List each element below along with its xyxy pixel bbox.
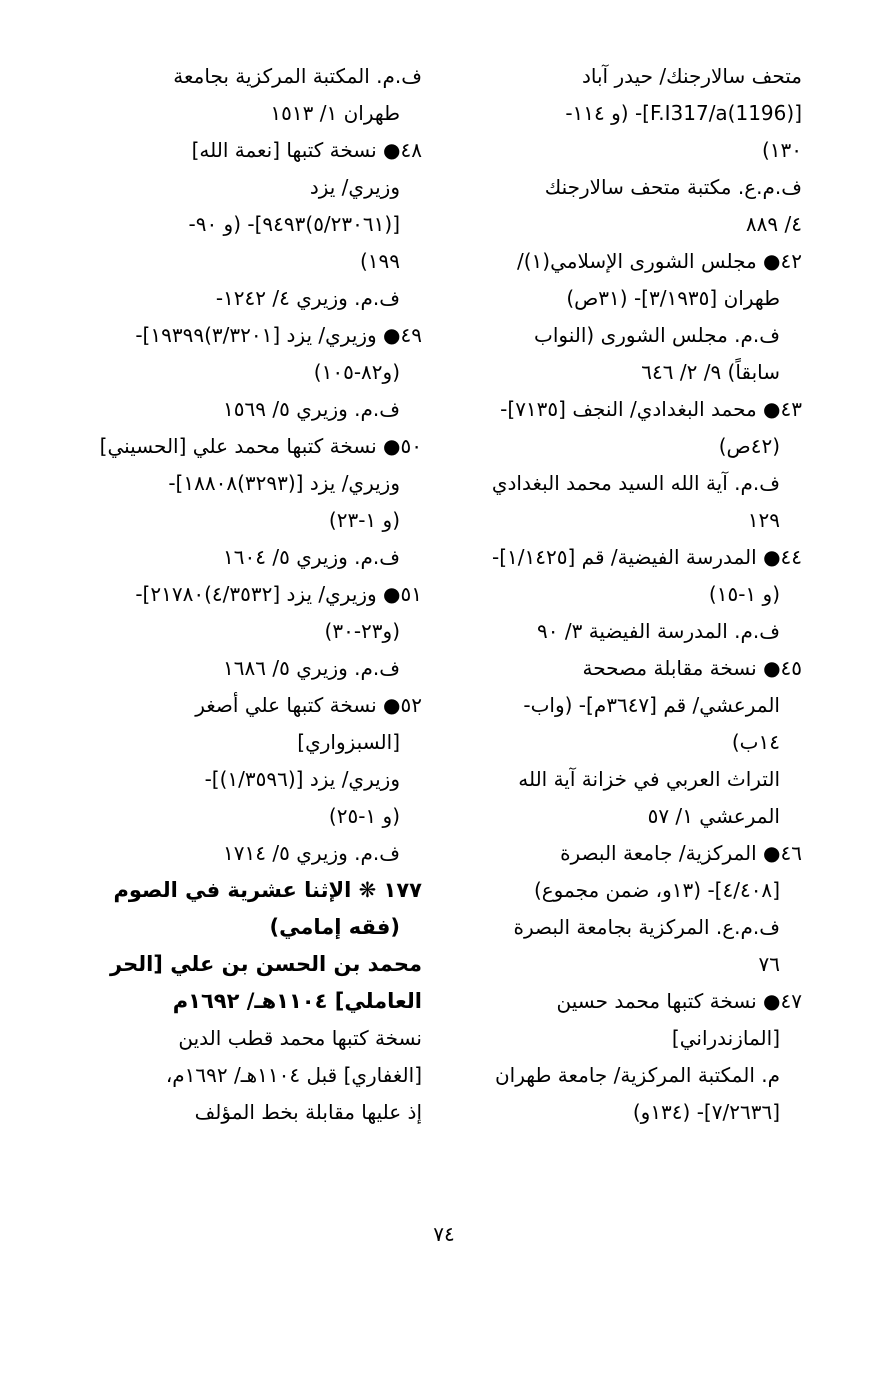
line: ف.م. وزيري ٤/ ١٢٤٢- xyxy=(215,286,400,310)
line: ف.م. المكتبة المركزية بجامعة xyxy=(173,64,422,88)
entry-line: ٥٢● نسخة كتبها علي أصغر xyxy=(195,693,422,717)
entry-line: ٤٤● المدرسة الفيضية/ قم [١/١٤٢٥]- xyxy=(491,545,802,569)
line: ٤/ ٨٨٩ xyxy=(745,212,802,236)
right-column xyxy=(472,58,802,1131)
line: ف.م. آية الله السيد محمد البغدادي xyxy=(491,471,780,495)
line: ف.م. المدرسة الفيضية ٣/ ٩٠ xyxy=(537,619,780,643)
line: ف.م. وزيري ٥/ ١٧١٤ xyxy=(223,841,400,865)
line: التراث العربي في خزانة آية الله xyxy=(518,767,780,791)
line: [السبزواري] xyxy=(297,730,400,754)
line: طهران [٣/١٩٣٥]- (٣١ص) xyxy=(566,286,780,310)
line: ف.م. وزيري ٥/ ١٦٨٦ xyxy=(223,656,400,680)
line: ف.م.ع. مكتبة متحف سالارجنك xyxy=(544,175,802,199)
entry-line: ٤٩● وزيري/ يزد [٣/٣٢٠١)١٩٣٩٩]- xyxy=(135,323,422,347)
line: [٤/٤٠٨]- (١٣و، ضمن مجموع) xyxy=(533,878,780,902)
line: (و ١-٢٣) xyxy=(328,508,400,532)
line: وزيري/ يزد [(١/٣٥٩٦)]- xyxy=(204,767,400,791)
line: [٧/٢٦٣٦]- (١٣٤و) xyxy=(632,1100,780,1124)
line: ٧٦ xyxy=(758,952,780,976)
line: طهران ١/ ١٥١٣ xyxy=(270,101,400,125)
line: المرعشي/ قم [٣٦٤٧م]- (واب- xyxy=(523,693,780,717)
line: (و ١-٢٥) xyxy=(328,804,400,828)
line: (و ١-١٥) xyxy=(708,582,780,606)
line: وزيري/ يزد xyxy=(309,175,400,199)
line: ١٤ب) xyxy=(731,730,780,754)
line: ف.م. وزيري ٥/ ١٦٠٤ xyxy=(223,545,400,569)
line: [(٥/٢٣٠٦١)٩٤٩٣]- (و ٩٠- xyxy=(188,212,400,236)
entry-line: ٤٦● المركزية/ جامعة البصرة xyxy=(560,841,802,865)
line: وزيري/ يزد [(٣٢٩٣)١٨٨٠٨]- xyxy=(168,471,400,495)
line: (و٢٣-٣٠) xyxy=(324,619,400,643)
section-heading: ١٧٧ ❋ الإثنا عشرية في الصوم xyxy=(113,878,422,902)
entry-line: ٤٣● محمد البغدادي/ النجف [٧١٣٥]- xyxy=(500,397,802,421)
line: ف.م.ع. المركزية بجامعة البصرة xyxy=(513,915,780,939)
line: ف.م. مجلس الشورى (النواب xyxy=(534,323,780,347)
author-line: العاملي] ١١٠٤هـ/ ١٦٩٢م xyxy=(172,989,422,1013)
line: [الغفاري] قبل ١١٠٤هـ/ ١٦٩٢م، xyxy=(165,1063,422,1087)
line: ١٩٩) xyxy=(359,249,400,273)
line: (و٨٢-١٠٥) xyxy=(313,360,400,384)
line: المرعشي ١/ ٥٧ xyxy=(647,804,780,828)
entry-line: ٥١● وزيري/ يزد [٤/٣٥٣٢)٢١٧٨٠]- xyxy=(135,582,422,606)
line: سابقاً) ٩/ ٢/ ٦٤٦ xyxy=(641,360,780,384)
line: [F.I317/a(1196)]- (و ١١٤- xyxy=(565,101,802,125)
line: ١٢٩ xyxy=(747,508,780,532)
line: (٤٢ص) xyxy=(718,434,780,458)
entry-line: ٥٠● نسخة كتبها محمد علي [الحسيني] xyxy=(99,434,422,458)
section-subheading: (فقه إمامي) xyxy=(269,915,400,939)
entry-line: ٤٥● نسخة مقابلة مصححة xyxy=(582,656,802,680)
page-number: ٧٤ xyxy=(433,1222,455,1246)
entry-line: ٤٧● نسخة كتبها محمد حسين xyxy=(556,989,802,1013)
entry-line: ٤٨● نسخة كتبها [نعمة الله] xyxy=(191,138,422,162)
left-column xyxy=(78,58,422,1131)
line: نسخة كتبها محمد قطب الدين xyxy=(178,1026,422,1050)
line: متحف سالارجنك/ حيدر آباد xyxy=(581,64,802,88)
author-line: محمد بن الحسن بن علي [الحر xyxy=(110,952,422,976)
line: إذ عليها مقابلة بخط المؤلف xyxy=(194,1100,422,1124)
line: ف.م. وزيري ٥/ ١٥٦٩ xyxy=(223,397,400,421)
line: م. المكتبة المركزية/ جامعة طهران xyxy=(494,1063,780,1087)
line: ١٣٠) xyxy=(761,138,802,162)
entry-line: ٤٢● مجلس الشورى الإسلامي(١)/ xyxy=(516,249,802,273)
line: [المازندراني] xyxy=(671,1026,780,1050)
